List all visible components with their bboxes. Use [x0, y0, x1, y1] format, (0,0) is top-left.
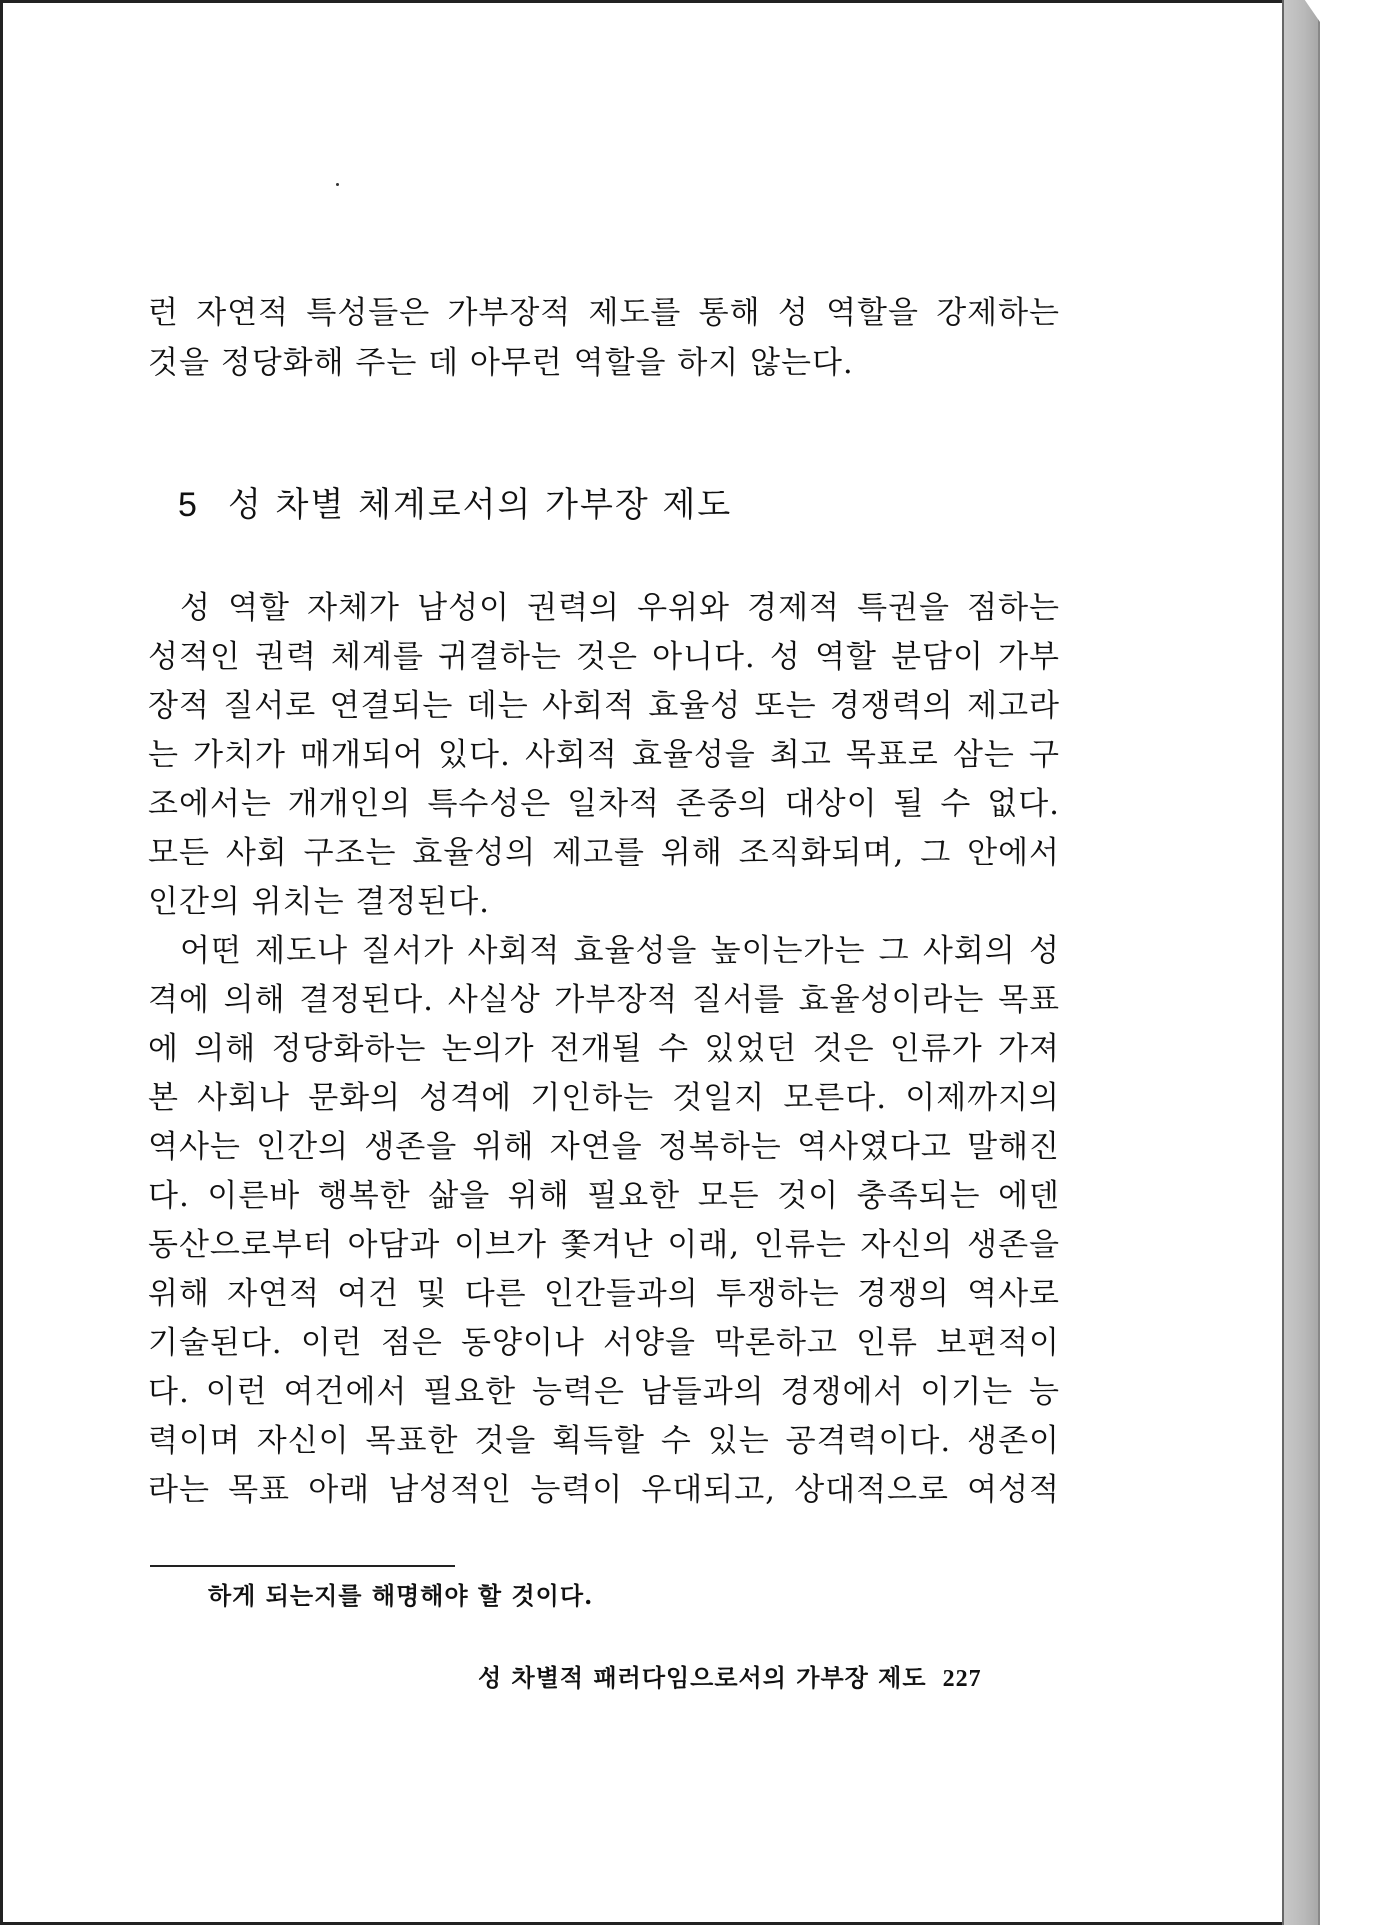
footnote-text: 하게 되는지를 해명해야 할 것이다. — [208, 1581, 594, 1610]
paragraph-line: 역사는 인간의 생존을 위해 자연을 정복하는 역사였다고 말해진 — [148, 1129, 1060, 1165]
paragraph-line: 기술된다. 이런 점은 동양이나 서양을 막론하고 인류 보편적이 — [148, 1325, 1060, 1361]
paragraph-line: 는 가치가 매개되어 있다. 사회적 효율성을 최고 목표로 삼는 구 — [148, 737, 1060, 773]
paragraph-line: 동산으로부터 아담과 이브가 쫓겨난 이래, 인류는 자신의 생존을 — [148, 1227, 1060, 1263]
paragraph-line: 성 역할 자체가 남성이 권력의 우위와 경제적 특권을 점하는 — [180, 590, 1060, 626]
paragraph-line: 에 의해 정당화하는 논의가 전개될 수 있었던 것은 인류가 가져 — [148, 1031, 1060, 1067]
page-number: 227 — [942, 1666, 982, 1692]
paragraph-line: 성적인 권력 체계를 귀결하는 것은 아니다. 성 역할 분담이 가부 — [148, 639, 1060, 675]
paragraph-line: 본 사회나 문화의 성격에 기인하는 것일지 모른다. 이제까지의 — [148, 1080, 1060, 1116]
intro-line: 것을 정당화해 주는 데 아무런 역할을 하지 않는다. — [148, 345, 854, 381]
paragraph-line: 다. 이른바 행복한 삶을 위해 필요한 모든 것이 충족되는 에덴 — [148, 1178, 1060, 1214]
paragraph-line: 력이며 자신이 목표한 것을 획득할 수 있는 공격력이다. 생존이 — [148, 1423, 1060, 1459]
running-footer — [478, 1660, 982, 1697]
paragraph-line: 조에서는 개개인의 특수성은 일차적 존중의 대상이 될 수 없다. — [148, 786, 1060, 822]
paragraph-line: 인간의 위치는 결정된다. — [148, 884, 491, 920]
paragraph-line: 어떤 제도나 질서가 사회적 효율성을 높이는가는 그 사회의 성 — [180, 933, 1060, 969]
paragraph-line: 위해 자연적 여건 및 다른 인간들과의 투쟁하는 경쟁의 역사로 — [148, 1276, 1060, 1312]
paragraph-line: 다. 이런 여건에서 필요한 능력은 남들과의 경쟁에서 이기는 능 — [148, 1374, 1060, 1410]
intro-line: 런 자연적 특성들은 가부장적 제도를 통해 성 역할을 강제하는 — [148, 295, 1060, 331]
section-number: 5 — [178, 486, 199, 524]
paragraph-line: 라는 목표 아래 남성적인 능력이 우대되고, 상대적으로 여성적 — [148, 1472, 1060, 1508]
paragraph-line: 모든 사회 구조는 효율성의 제고를 위해 조직화되며, 그 안에서 — [148, 835, 1060, 871]
section-heading — [178, 483, 732, 527]
page-stack-edge — [1282, 0, 1320, 1925]
paragraph-line: 장적 질서로 연결되는 데는 사회적 효율성 또는 경쟁력의 제고라 — [148, 688, 1060, 724]
running-title: 성 차별적 패러다임으로서의 가부장 제도 — [478, 1663, 927, 1692]
section-title: 성 차별 체계로서의 가부장 제도 — [228, 485, 733, 525]
speck — [336, 183, 339, 186]
footnote-divider — [150, 1565, 455, 1567]
paragraph-line: 격에 의해 결정된다. 사실상 가부장적 질서를 효율성이라는 목표 — [148, 982, 1060, 1018]
